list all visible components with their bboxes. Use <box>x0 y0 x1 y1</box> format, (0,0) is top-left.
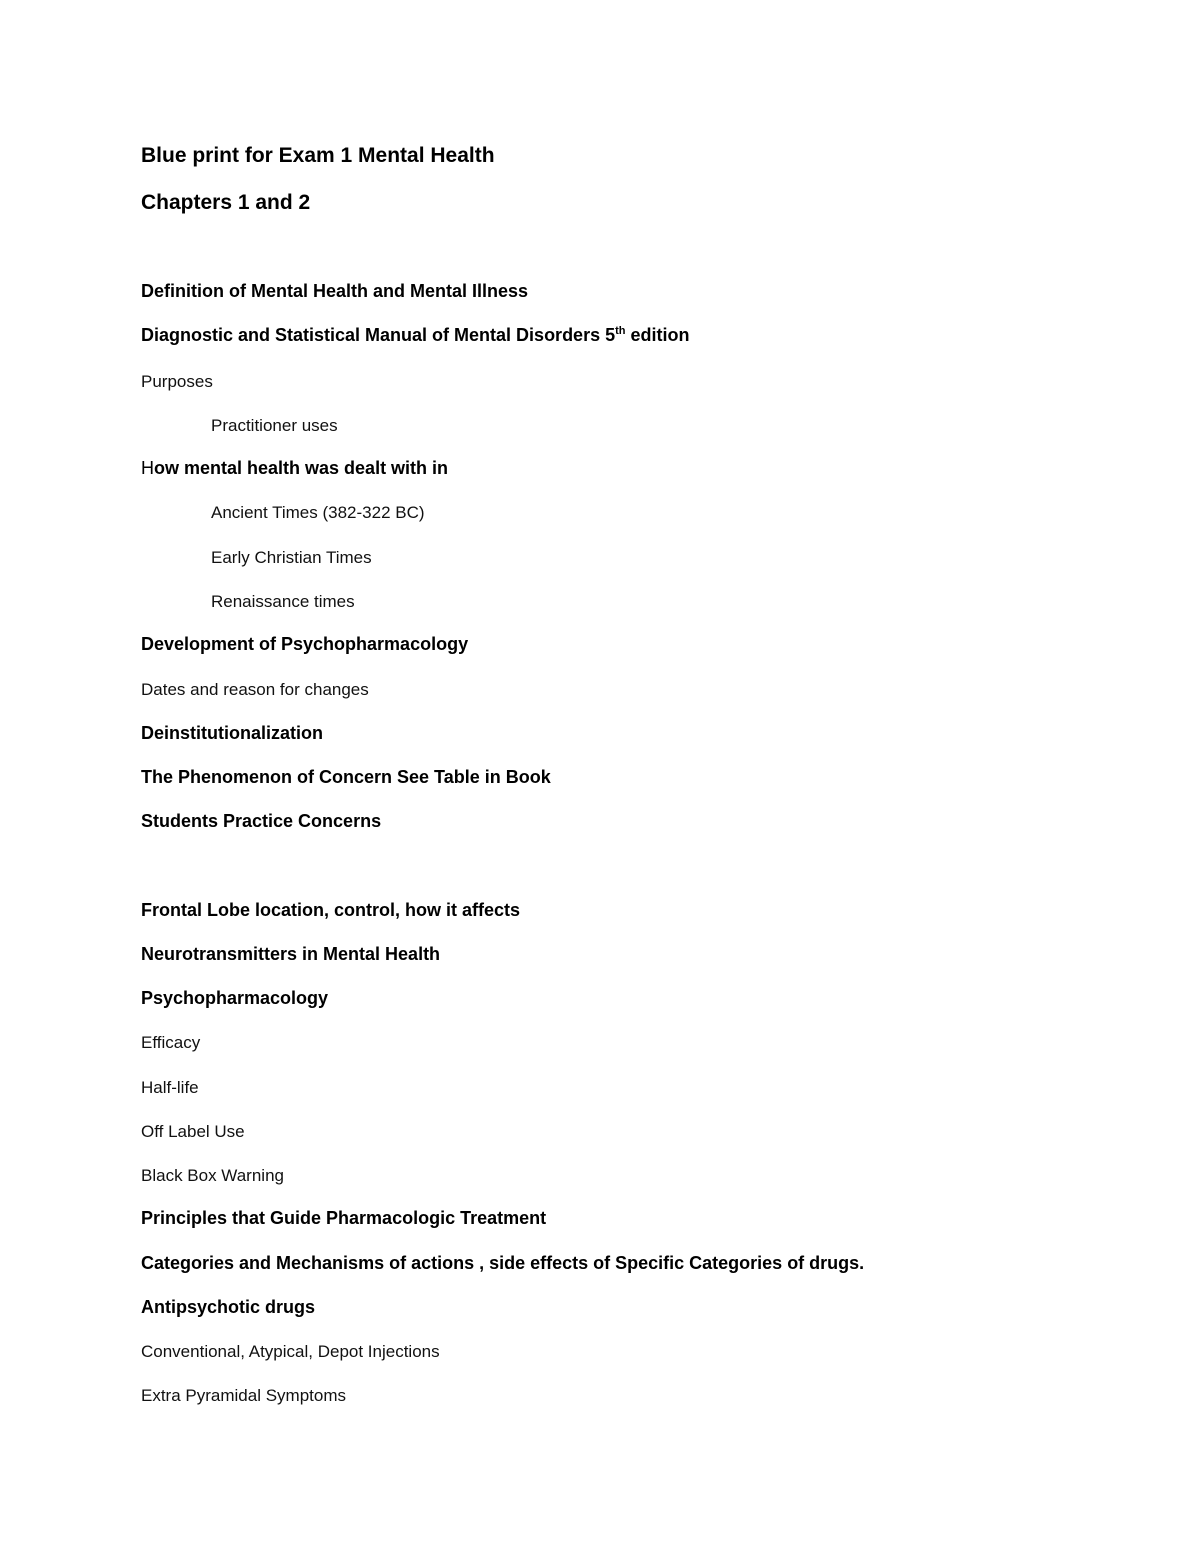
document-subtitle: Chapters 1 and 2 <box>141 191 311 214</box>
item-renaissance: Renaissance times <box>211 592 355 611</box>
item-half-life: Half-life <box>141 1078 199 1097</box>
heading-dsm <box>141 326 690 344</box>
dsm-tail-text: edition <box>625 325 690 345</box>
heading-frontal-lobe: Frontal Lobe location, control, how it affects <box>141 900 521 920</box>
dsm-superscript: th <box>615 325 626 337</box>
heading-principles: Principles that Guide Pharmacologic Treatment <box>141 1208 547 1228</box>
item-efficacy: Efficacy <box>141 1033 201 1052</box>
item-black-box: Black Box Warning <box>141 1166 284 1185</box>
how-rest: ow mental health was dealt with in <box>154 458 449 478</box>
heading-definition: Definition of Mental Health and Mental Illness <box>141 281 529 301</box>
item-practitioner-uses: Practitioner uses <box>211 416 338 435</box>
heading-students-practice: Students Practice Concerns <box>141 811 382 831</box>
item-ancient-times: Ancient Times (382-322 BC) <box>211 503 425 522</box>
heading-how-mental-health <box>141 459 448 477</box>
heading-development-psychopharm: Development of Psychopharmacology <box>141 634 469 654</box>
heading-phenomenon: The Phenomenon of Concern See Table in Book <box>141 767 551 787</box>
item-extra-pyramidal: Extra Pyramidal Symptoms <box>141 1386 346 1405</box>
heading-deinstitutionalization: Deinstitutionalization <box>141 723 323 743</box>
heading-categories: Categories and Mechanisms of actions , side effects of Specific Categories of drugs. <box>141 1253 865 1273</box>
item-early-christian: Early Christian Times <box>211 548 372 567</box>
heading-psychopharmacology: Psychopharmacology <box>141 988 329 1008</box>
item-dates-reason: Dates and reason for changes <box>141 680 369 699</box>
document-title: Blue print for Exam 1 Mental Health <box>141 144 495 167</box>
dsm-main-text: Diagnostic and Statistical Manual of Mental Disorders 5 <box>141 325 616 345</box>
how-prefix: H <box>141 458 154 478</box>
heading-neurotransmitters: Neurotransmitters in Mental Health <box>141 944 441 964</box>
heading-antipsychotic: Antipsychotic drugs <box>141 1297 316 1317</box>
item-off-label: Off Label Use <box>141 1122 245 1141</box>
item-purposes: Purposes <box>141 372 213 391</box>
item-conventional: Conventional, Atypical, Depot Injections <box>141 1342 440 1361</box>
